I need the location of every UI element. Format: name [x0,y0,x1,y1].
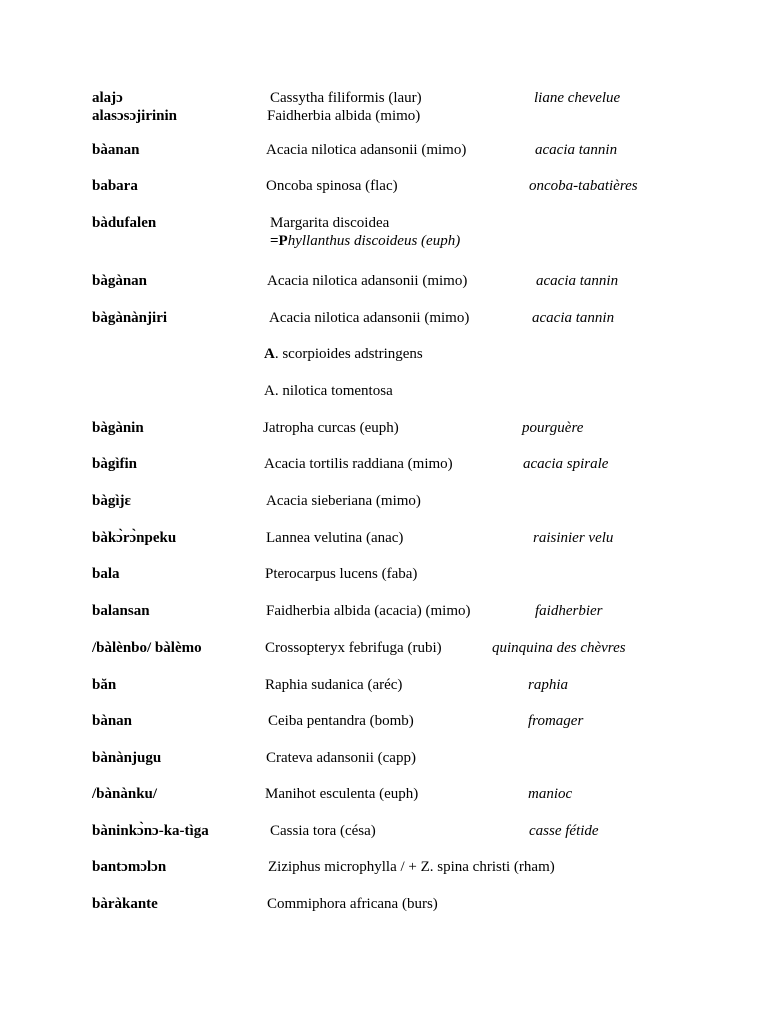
entry-scientific-name: Manihot esculenta (euph) [265,786,419,802]
entry-scientific-name: Pterocarpus lucens (faba) [265,566,418,582]
entry-term: bàkɔ̀rɔ̀npeku [92,530,177,546]
entry-french-name: fromager [528,713,584,729]
entry-scientific-name: Acacia nilotica adansonii (mimo) [266,142,467,158]
entry-scientific-name: Ziziphus microphylla / + Z. spina christi (rham) [268,859,555,875]
entry-french-name: quinquina des chèvres [492,640,626,656]
entry-row [0,308,768,328]
entry-row [0,213,768,233]
species-name: . scorpioides adstringens [274,346,423,362]
entry-scientific-name: Commiphora africana (burs) [267,896,438,912]
entry-scientific-name: Jatropha curcas (euph) [263,420,399,436]
entry-term: bàgànan [92,273,148,289]
entry-row [0,231,768,251]
synonym-prefix: =P [270,233,288,249]
entry-row [0,894,768,914]
entry-term: bàninkɔ̀nɔ-ka-tìga [92,823,209,839]
entry-row [0,711,768,731]
entry-term: bala [92,566,120,582]
genus-initial: A [264,346,275,362]
entry-row [0,638,768,658]
entry-scientific-name: Acacia sieberiana (mimo) [266,493,421,509]
entry-scientific-name: Oncoba spinosa (flac) [266,178,398,194]
entry-row [0,748,768,768]
entry-french-name: faidherbier [535,603,603,619]
entry-row [0,418,768,438]
entry-scientific-name: Lannea velutina (anac) [266,530,404,546]
entry-term: /bànànku/ [92,786,158,802]
entry-row [0,491,768,511]
entry-synonym [270,231,460,251]
entry-scientific-name: Cassia tora (césa) [270,823,376,839]
entry-row [0,176,768,196]
entry-scientific-name: Margarita discoidea [270,215,390,231]
entry-french-name: casse fétide [529,823,599,839]
entry-scientific-name: A. nilotica tomentosa [264,383,393,399]
entry-scientific-name: Acacia nilotica adansonii (mimo) [267,273,468,289]
entry-term: bàràkante [92,896,158,912]
entry-french-name: pourguère [522,420,584,436]
entry-french-name: oncoba-tabatières [529,178,638,194]
entry-scientific-name [264,344,423,364]
entry-term: bàdufalen [92,215,157,231]
entry-row [0,821,768,841]
entry-term: balansan [92,603,150,619]
entry-scientific-name: Crateva adansonii (capp) [266,750,416,766]
entry-term: babara [92,178,138,194]
entry-scientific-name: Faidherbia albida (mimo) [267,108,421,124]
entry-term: bàgànànjiri [92,310,168,326]
entry-term: băn [92,677,117,693]
entry-row [0,454,768,474]
entry-french-name: acacia tannin [535,142,618,158]
entry-scientific-name: Acacia nilotica adansonii (mimo) [269,310,470,326]
entry-french-name: acacia tannin [536,273,619,289]
entry-scientific-name: Cassytha filiformis (laur) [270,90,422,106]
entry-term: bànan [92,713,133,729]
entry-row [0,564,768,584]
entry-french-name: acacia tannin [532,310,615,326]
entry-row [0,106,768,126]
entry-row [0,857,768,877]
entry-term: alasɔsɔjirinin [92,108,177,124]
entry-row [0,675,768,695]
entry-row [0,344,768,364]
synonym-name: hyllanthus discoideus (euph) [287,233,461,249]
entry-row [0,140,768,160]
entry-scientific-name: Raphia sudanica (aréc) [265,677,403,693]
entry-row [0,381,768,401]
entry-term: bàanan [92,142,140,158]
entry-scientific-name: Acacia tortilis raddiana (mimo) [264,456,453,472]
entry-french-name: raphia [528,677,569,693]
entry-french-name: acacia spirale [523,456,609,472]
entry-french-name: raisinier velu [533,530,614,546]
entry-row [0,271,768,291]
entry-term: bàgìfin [92,456,138,472]
entry-row [0,784,768,804]
entry-scientific-name: Faidherbia albida (acacia) (mimo) [266,603,471,619]
entry-row [0,601,768,621]
entry-scientific-name: Crossopteryx febrifuga (rubi) [265,640,442,656]
entry-scientific-name: Ceiba pentandra (bomb) [268,713,414,729]
entry-term: /bàlènbo/ bàlèmo [92,640,202,656]
entry-row [0,528,768,548]
entry-term: bàgànin [92,420,144,436]
entry-row [0,88,768,108]
entry-term: bànànjugu [92,750,162,766]
entry-term: bàgìjɛ [92,493,131,509]
entry-term: alajɔ [92,90,123,106]
entry-term: bantɔmɔlɔn [92,859,167,875]
entry-french-name: liane chevelue [534,90,621,106]
entry-french-name: manioc [528,786,573,802]
